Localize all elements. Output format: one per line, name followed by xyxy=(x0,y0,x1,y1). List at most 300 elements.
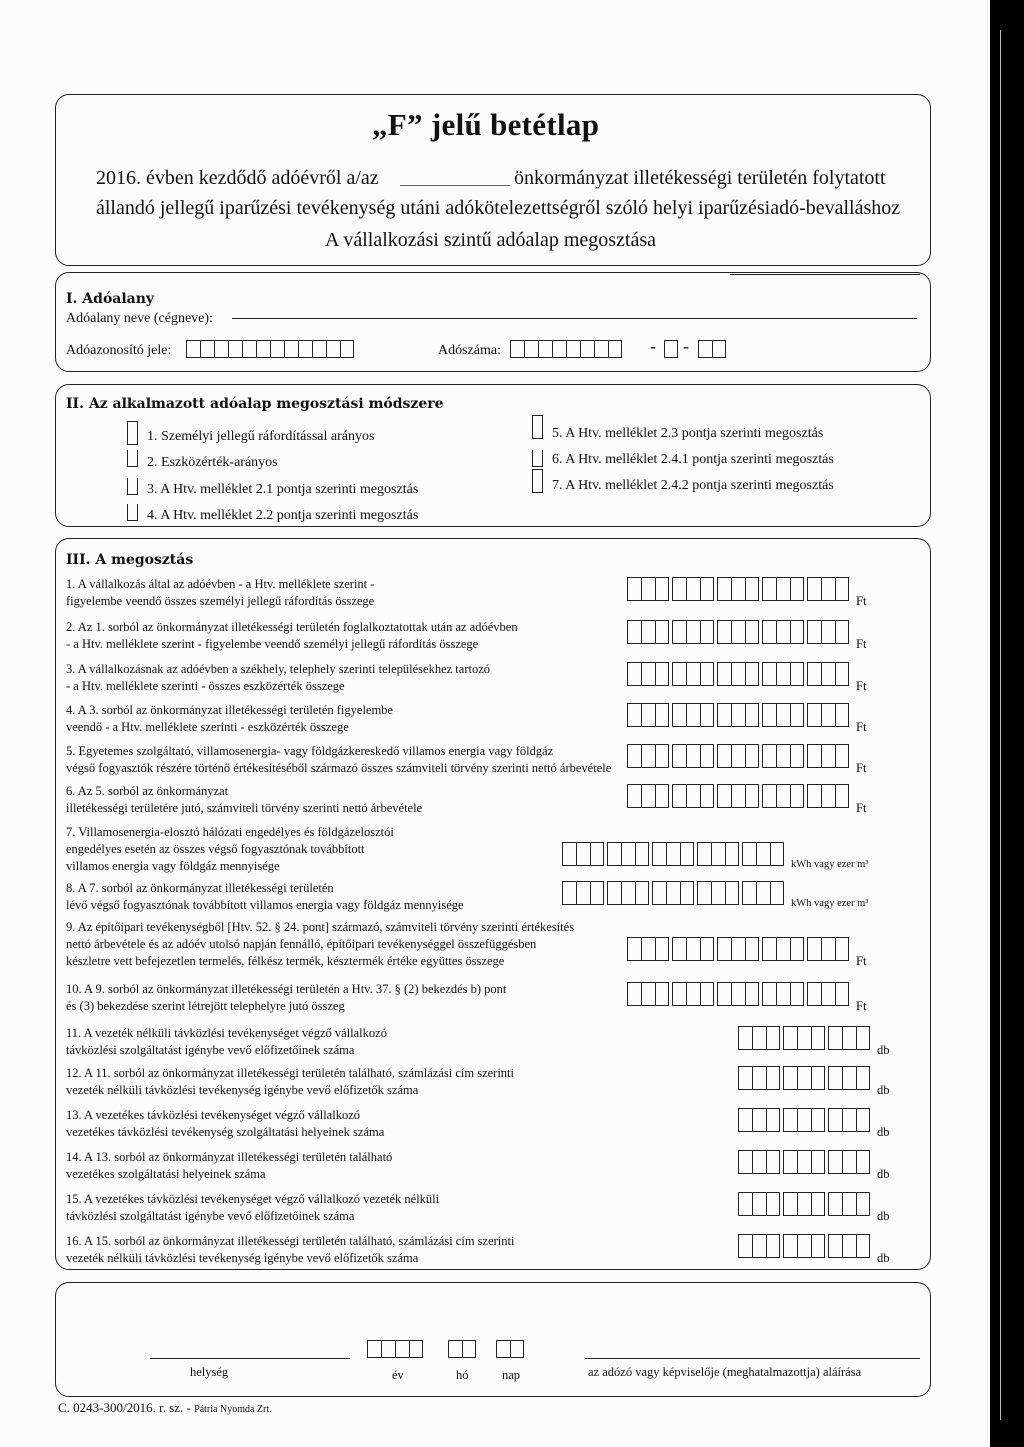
digit-cell[interactable] xyxy=(738,1067,752,1090)
digit-cell[interactable] xyxy=(821,785,835,808)
digit-cell[interactable] xyxy=(790,621,804,644)
digit-group xyxy=(627,744,669,768)
digit-group xyxy=(717,620,759,644)
digit-cell[interactable] xyxy=(766,1067,780,1090)
digit-cell[interactable] xyxy=(627,983,641,1006)
digit-cell[interactable] xyxy=(641,578,655,601)
digit-cell[interactable] xyxy=(756,843,770,866)
digit-cell[interactable] xyxy=(731,785,745,808)
digit-cell[interactable] xyxy=(766,1193,780,1216)
digit-cell[interactable] xyxy=(856,1193,870,1216)
digit-group xyxy=(783,1108,825,1132)
digit-cell[interactable] xyxy=(700,621,714,644)
digit-cell[interactable] xyxy=(828,1067,842,1090)
digit-cell[interactable] xyxy=(697,843,711,866)
tax-number-county-code[interactable] xyxy=(698,341,729,358)
digit-cell[interactable] xyxy=(807,938,821,961)
digit-cell[interactable] xyxy=(641,983,655,1006)
method-1-checkbox[interactable] xyxy=(127,421,138,445)
row-14-unit: db xyxy=(877,1167,890,1181)
digit-group xyxy=(783,1234,825,1258)
digit-cell[interactable] xyxy=(666,882,680,905)
digit-cell[interactable] xyxy=(828,1235,842,1258)
row-16-text-2: vezeték nélküli távközlési tevékenység igénybe vevő előfizetők száma xyxy=(66,1251,419,1265)
digit-cell[interactable] xyxy=(576,882,590,905)
digit-group xyxy=(783,1026,825,1050)
place-line[interactable] xyxy=(150,1358,350,1359)
digit-cell[interactable] xyxy=(783,1067,797,1090)
digit-cell[interactable] xyxy=(680,882,694,905)
digit-cell[interactable] xyxy=(811,1027,825,1050)
digit-cell[interactable] xyxy=(821,983,835,1006)
digit-group xyxy=(807,620,849,644)
digit-cell[interactable] xyxy=(717,704,731,727)
digit-cell[interactable] xyxy=(762,578,776,601)
signature-line[interactable] xyxy=(585,1358,920,1359)
digit-cell[interactable] xyxy=(717,663,731,686)
digit-cell[interactable] xyxy=(745,621,759,644)
digit-cell[interactable] xyxy=(686,785,700,808)
digit-cell[interactable] xyxy=(717,938,731,961)
digit-cell[interactable] xyxy=(762,983,776,1006)
digit-cell[interactable] xyxy=(807,663,821,686)
digit-cell[interactable] xyxy=(762,704,776,727)
digit-cell[interactable] xyxy=(790,704,804,727)
method-2-checkbox[interactable] xyxy=(127,450,138,467)
digit-cell[interactable] xyxy=(576,843,590,866)
digit-cell[interactable] xyxy=(797,1109,811,1132)
digit-cell[interactable] xyxy=(783,1193,797,1216)
taxpayer-name-field[interactable] xyxy=(232,318,917,319)
digit-cell[interactable] xyxy=(762,621,776,644)
digit-cell[interactable] xyxy=(686,578,700,601)
digit-cell[interactable] xyxy=(811,1109,825,1132)
digit-cell[interactable] xyxy=(835,578,849,601)
row-7-text-1: 7. Villamosenergia-elosztó hálózati engedélyes és földgázelosztói xyxy=(66,825,394,839)
digit-cell[interactable] xyxy=(797,1027,811,1050)
row-14-amount-field[interactable] xyxy=(738,1157,873,1174)
row-9-amount-field[interactable] xyxy=(627,944,852,961)
row-8-text-1: 8. A 7. sorból az önkormányzat illetékességi területén xyxy=(66,881,334,895)
digit-cell[interactable] xyxy=(627,704,641,727)
digit-cell[interactable] xyxy=(672,983,686,1006)
digit-group xyxy=(762,784,804,808)
digit-cell[interactable] xyxy=(790,745,804,768)
digit-cell[interactable] xyxy=(752,1193,766,1216)
digit-cell[interactable] xyxy=(655,938,669,961)
digit-cell[interactable] xyxy=(738,1027,752,1050)
digit-cell[interactable] xyxy=(655,785,669,808)
date-month-field[interactable] xyxy=(448,1341,479,1358)
digit-cell[interactable] xyxy=(655,983,669,1006)
digit-cell[interactable] xyxy=(835,621,849,644)
digit-group xyxy=(562,842,604,866)
digit-cell[interactable] xyxy=(686,704,700,727)
digit-cell[interactable] xyxy=(807,704,821,727)
digit-cell[interactable] xyxy=(700,578,714,601)
digit-group xyxy=(742,842,784,866)
digit-cell[interactable] xyxy=(731,663,745,686)
digit-cell[interactable] xyxy=(562,882,576,905)
digit-cell[interactable] xyxy=(627,621,641,644)
digit-cell[interactable] xyxy=(697,882,711,905)
digit-group xyxy=(627,620,669,644)
digit-cell[interactable] xyxy=(635,843,649,866)
digit-cell[interactable] xyxy=(776,578,790,601)
digit-cell[interactable] xyxy=(627,745,641,768)
digit-cell[interactable] xyxy=(835,983,849,1006)
row-10-amount-field[interactable] xyxy=(627,989,852,1006)
digit-cell[interactable] xyxy=(627,785,641,808)
row-4-amount-field[interactable] xyxy=(627,710,852,727)
digit-cell[interactable] xyxy=(686,745,700,768)
digit-cell[interactable] xyxy=(762,938,776,961)
digit-cell[interactable] xyxy=(641,663,655,686)
digit-cell[interactable] xyxy=(790,578,804,601)
digit-cell[interactable] xyxy=(842,1067,856,1090)
digit-cell[interactable] xyxy=(856,1109,870,1132)
digit-cell[interactable] xyxy=(811,1151,825,1174)
digit-cell[interactable] xyxy=(835,704,849,727)
row-2-amount-field[interactable] xyxy=(627,627,852,644)
digit-cell[interactable] xyxy=(717,621,731,644)
digit-cell[interactable] xyxy=(700,663,714,686)
digit-group xyxy=(672,744,714,768)
method-5-checkbox[interactable] xyxy=(532,415,543,439)
digit-cell[interactable] xyxy=(821,704,835,727)
row-8-text-2: lévő végső fogyasztónak továbbított villamos energia vagy földgáz mennyisége xyxy=(66,898,464,912)
digit-cell[interactable] xyxy=(672,704,686,727)
row-16-amount-field[interactable] xyxy=(738,1241,873,1258)
row-13-text-2: vezetékes távközlési tevékenység szolgáltatási helyeinek száma xyxy=(66,1125,385,1139)
digit-cell[interactable] xyxy=(807,983,821,1006)
digit-cell[interactable] xyxy=(835,663,849,686)
digit-cell[interactable] xyxy=(842,1235,856,1258)
digit-cell[interactable] xyxy=(842,1027,856,1050)
digit-cell[interactable] xyxy=(672,663,686,686)
digit-cell[interactable] xyxy=(607,882,621,905)
day-label: nap xyxy=(502,1368,521,1382)
digit-cell[interactable] xyxy=(745,785,759,808)
row-10-unit: Ft xyxy=(856,999,867,1013)
row-6-amount-field[interactable] xyxy=(627,791,852,808)
tax-number-dash-1: - xyxy=(650,336,656,356)
digit-cell[interactable] xyxy=(686,938,700,961)
digit-cell[interactable] xyxy=(738,1193,752,1216)
digit-cell[interactable] xyxy=(790,938,804,961)
row-7-amount-field[interactable] xyxy=(562,849,787,866)
digit-cell[interactable] xyxy=(835,785,849,808)
row-8-amount-field[interactable] xyxy=(562,888,787,905)
digit-cell[interactable] xyxy=(811,1193,825,1216)
header-line1-b: önkormányzat illetékességi területén folytatott xyxy=(514,167,886,189)
digit-cell[interactable] xyxy=(641,745,655,768)
digit-cell[interactable] xyxy=(797,1151,811,1174)
digit-cell[interactable] xyxy=(766,1027,780,1050)
digit-group xyxy=(627,937,669,961)
row-10-text-2: és (3) bekezdése szerint létrejött telephelyre jutó összeg xyxy=(66,999,345,1013)
digit-cell[interactable] xyxy=(745,983,759,1006)
digit-cell[interactable] xyxy=(700,785,714,808)
digit-cell[interactable] xyxy=(811,1235,825,1258)
digit-cell[interactable] xyxy=(856,1027,870,1050)
digit-cell[interactable] xyxy=(731,578,745,601)
form-code xyxy=(58,1400,272,1416)
digit-cell[interactable] xyxy=(821,621,835,644)
digit-group xyxy=(762,937,804,961)
digit-cell[interactable] xyxy=(745,578,759,601)
digit-cell[interactable] xyxy=(672,938,686,961)
digit-cell[interactable] xyxy=(770,843,784,866)
digit-group xyxy=(607,842,649,866)
digit-group xyxy=(717,703,759,727)
digit-cell[interactable] xyxy=(725,882,739,905)
digit-cell[interactable] xyxy=(766,1109,780,1132)
digit-cell[interactable] xyxy=(776,745,790,768)
digit-cell[interactable] xyxy=(783,1109,797,1132)
digit-group xyxy=(828,1026,870,1050)
digit-cell[interactable] xyxy=(725,843,739,866)
digit-cell[interactable] xyxy=(821,938,835,961)
digit-group xyxy=(738,1026,780,1050)
digit-cell[interactable] xyxy=(652,843,666,866)
row-5-amount-field[interactable] xyxy=(627,751,852,768)
row-14-text-1: 14. A 13. sorból az önkormányzat illetékességi területén található xyxy=(66,1150,393,1164)
date-day-field[interactable] xyxy=(496,1341,527,1358)
digit-group xyxy=(607,881,649,905)
digit-cell[interactable] xyxy=(776,983,790,1006)
digit-cell[interactable] xyxy=(717,578,731,601)
method-4-checkbox[interactable] xyxy=(127,504,138,521)
digit-cell[interactable] xyxy=(856,1235,870,1258)
digit-cell[interactable] xyxy=(655,704,669,727)
digit-cell[interactable] xyxy=(672,578,686,601)
row-5-text-2: végső fogyasztók részére történő értékesítéséből származó összes számviteli törvény szerinti nettó árbevétele xyxy=(66,761,612,775)
digit-cell[interactable] xyxy=(770,882,784,905)
place-label: helység xyxy=(190,1365,229,1379)
digit-cell[interactable] xyxy=(590,882,604,905)
digit-cell[interactable] xyxy=(752,1067,766,1090)
digit-cell[interactable] xyxy=(686,663,700,686)
digit-cell[interactable] xyxy=(700,983,714,1006)
row-13-text-1: 13. A vezetékes távközlési tevékenységet végző vállalkozó xyxy=(66,1108,360,1122)
digit-cell[interactable] xyxy=(672,621,686,644)
digit-cell[interactable] xyxy=(738,1109,752,1132)
municipality-blank[interactable] xyxy=(400,185,510,186)
digit-group xyxy=(672,662,714,686)
digit-group xyxy=(738,1066,780,1090)
row-1-amount-field[interactable] xyxy=(627,584,852,601)
digit-cell[interactable] xyxy=(752,1235,766,1258)
digit-cell[interactable] xyxy=(641,704,655,727)
digit-cell[interactable] xyxy=(807,621,821,644)
digit-cell[interactable] xyxy=(717,785,731,808)
digit-group xyxy=(783,1192,825,1216)
digit-cell[interactable] xyxy=(856,1067,870,1090)
digit-cell[interactable] xyxy=(655,663,669,686)
row-8-unit: kWh vagy ezer m³ xyxy=(791,898,869,909)
digit-cell[interactable] xyxy=(655,745,669,768)
digit-group xyxy=(807,784,849,808)
digit-cell[interactable] xyxy=(745,704,759,727)
digit-cell[interactable] xyxy=(762,663,776,686)
digit-cell[interactable] xyxy=(717,983,731,1006)
digit-cell[interactable] xyxy=(731,704,745,727)
tax-number-vat-code[interactable] xyxy=(664,341,681,358)
digit-cell[interactable] xyxy=(731,938,745,961)
digit-cell[interactable] xyxy=(790,983,804,1006)
digit-cell[interactable] xyxy=(655,578,669,601)
digit-cell[interactable] xyxy=(621,843,635,866)
section-2-heading: II. Az alkalmazott adóalap megosztási módszere xyxy=(66,396,444,412)
digit-cell[interactable] xyxy=(776,663,790,686)
digit-cell[interactable] xyxy=(562,843,576,866)
digit-cell[interactable] xyxy=(711,882,725,905)
digit-cell[interactable] xyxy=(776,785,790,808)
digit-cell[interactable] xyxy=(842,1109,856,1132)
digit-group xyxy=(828,1192,870,1216)
digit-cell[interactable] xyxy=(686,983,700,1006)
digit-group xyxy=(738,1150,780,1174)
digit-cell[interactable] xyxy=(828,1193,842,1216)
digit-cell[interactable] xyxy=(717,745,731,768)
digit-cell[interactable] xyxy=(835,938,849,961)
digit-cell[interactable] xyxy=(666,843,680,866)
row-9-text-1: 9. Az építőipari tevékenységből [Htv. 52. § 24. pont] származó, számviteli törvény szerinti értékesítés xyxy=(66,920,575,934)
digit-cell[interactable] xyxy=(745,663,759,686)
row-13-unit: db xyxy=(877,1125,890,1139)
digit-cell[interactable] xyxy=(652,882,666,905)
digit-cell[interactable] xyxy=(742,843,756,866)
digit-cell[interactable] xyxy=(745,938,759,961)
digit-cell[interactable] xyxy=(842,1151,856,1174)
digit-cell[interactable] xyxy=(783,1027,797,1050)
digit-cell[interactable] xyxy=(607,843,621,866)
digit-cell[interactable] xyxy=(641,938,655,961)
tax-id-field[interactable] xyxy=(186,341,357,358)
date-year-field[interactable] xyxy=(367,1341,426,1358)
month-label: hó xyxy=(456,1368,469,1382)
digit-cell[interactable] xyxy=(783,1235,797,1258)
digit-cell[interactable] xyxy=(766,1235,780,1258)
digit-cell[interactable] xyxy=(641,785,655,808)
digit-cell[interactable] xyxy=(821,663,835,686)
digit-cell[interactable] xyxy=(621,882,635,905)
digit-cell[interactable] xyxy=(655,621,669,644)
digit-cell[interactable] xyxy=(672,785,686,808)
digit-cell[interactable] xyxy=(776,621,790,644)
digit-cell[interactable] xyxy=(738,1235,752,1258)
row-12-amount-field[interactable] xyxy=(738,1073,873,1090)
digit-group xyxy=(807,662,849,686)
digit-cell[interactable] xyxy=(797,1067,811,1090)
row-11-text-2: távközlési szolgáltatást igénybe vevő előfizetőinek száma xyxy=(66,1043,355,1057)
digit-cell[interactable] xyxy=(828,1151,842,1174)
digit-cell[interactable] xyxy=(856,1151,870,1174)
row-6-text-1: 6. Az 5. sorból az önkormányzat xyxy=(66,784,229,798)
digit-cell[interactable] xyxy=(783,1151,797,1174)
digit-cell[interactable] xyxy=(700,745,714,768)
digit-cell[interactable] xyxy=(635,882,649,905)
digit-cell[interactable] xyxy=(807,578,821,601)
method-3-checkbox[interactable] xyxy=(127,478,138,495)
digit-cell[interactable] xyxy=(738,1151,752,1174)
digit-cell[interactable] xyxy=(627,938,641,961)
digit-cell[interactable] xyxy=(627,578,641,601)
row-3-amount-field[interactable] xyxy=(627,669,852,686)
digit-cell[interactable] xyxy=(700,704,714,727)
digit-cell[interactable] xyxy=(828,1109,842,1132)
digit-cell[interactable] xyxy=(811,1067,825,1090)
digit-cell[interactable] xyxy=(776,704,790,727)
row-9-text-2: nettó árbevétele és az adóév utolsó napján fennálló, építőipari tevékenységgel összefüggésben xyxy=(66,937,537,951)
row-15-amount-field[interactable] xyxy=(738,1199,873,1216)
digit-cell[interactable] xyxy=(797,1235,811,1258)
digit-cell[interactable] xyxy=(680,843,694,866)
digit-cell[interactable] xyxy=(742,882,756,905)
digit-cell[interactable] xyxy=(752,1027,766,1050)
digit-cell[interactable] xyxy=(821,578,835,601)
digit-cell[interactable] xyxy=(641,621,655,644)
digit-cell[interactable] xyxy=(756,882,770,905)
row-4-unit: Ft xyxy=(856,720,867,734)
digit-cell[interactable] xyxy=(828,1027,842,1050)
digit-cell[interactable] xyxy=(790,785,804,808)
digit-cell[interactable] xyxy=(807,745,821,768)
digit-cell[interactable] xyxy=(766,1151,780,1174)
tax-number-field[interactable] xyxy=(510,341,625,358)
digit-cell[interactable] xyxy=(762,785,776,808)
method-6-checkbox[interactable] xyxy=(532,450,543,467)
digit-cell[interactable] xyxy=(731,983,745,1006)
digit-cell[interactable] xyxy=(731,621,745,644)
digit-cell[interactable] xyxy=(752,1151,766,1174)
digit-cell[interactable] xyxy=(745,745,759,768)
digit-cell[interactable] xyxy=(821,745,835,768)
digit-group xyxy=(783,1150,825,1174)
digit-cell[interactable] xyxy=(762,745,776,768)
tax-number-dash-2: - xyxy=(683,336,689,356)
method-7-checkbox[interactable] xyxy=(532,469,543,493)
digit-group xyxy=(762,703,804,727)
digit-cell[interactable] xyxy=(797,1193,811,1216)
digit-cell[interactable] xyxy=(790,663,804,686)
digit-cell[interactable] xyxy=(686,621,700,644)
digit-cell[interactable] xyxy=(776,938,790,961)
digit-group xyxy=(807,744,849,768)
row-11-amount-field[interactable] xyxy=(738,1033,873,1050)
digit-cell[interactable] xyxy=(752,1109,766,1132)
digit-cell[interactable] xyxy=(627,663,641,686)
digit-cell[interactable] xyxy=(842,1193,856,1216)
digit-group xyxy=(627,662,669,686)
digit-cell[interactable] xyxy=(590,843,604,866)
digit-cell[interactable] xyxy=(700,938,714,961)
digit-cell[interactable] xyxy=(711,843,725,866)
digit-cell[interactable] xyxy=(672,745,686,768)
form-code-text: C. 0243-300/2016. r. sz. - xyxy=(58,1400,191,1415)
row-6-unit: Ft xyxy=(856,801,867,815)
digit-cell[interactable] xyxy=(807,785,821,808)
row-13-amount-field[interactable] xyxy=(738,1115,873,1132)
digit-cell[interactable] xyxy=(835,745,849,768)
digit-cell[interactable] xyxy=(731,745,745,768)
method-4-label: 4. A Htv. melléklet 2.2 pontja szerinti megosztás xyxy=(147,508,419,523)
header-line1-a: 2016. évben kezdődő adóévről a/az xyxy=(96,167,379,189)
page-edge-line xyxy=(1000,30,1001,1420)
taxpayer-name-label: Adóalany neve (cégneve): xyxy=(66,311,213,326)
digit-group xyxy=(762,577,804,601)
